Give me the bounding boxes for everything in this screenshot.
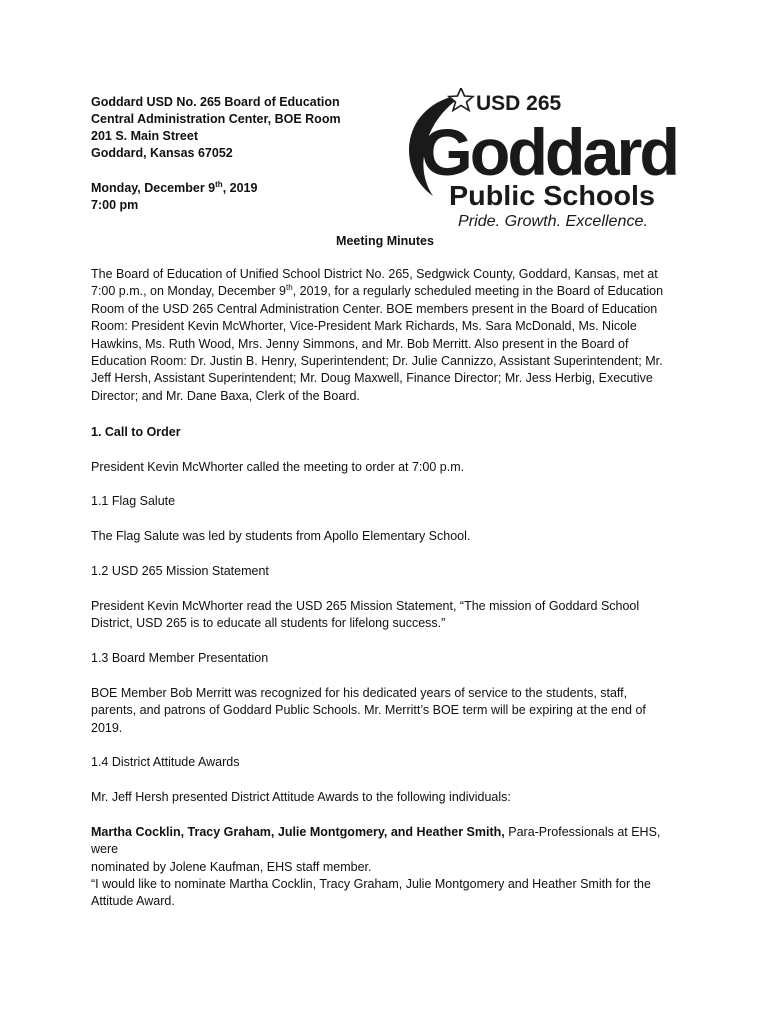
intro-line: The Board of Education of Unified School District No. 265, Sedgwick County, Goddard, Kansas, met at	[91, 267, 658, 281]
intro-line: Hawkins, Ms. Ruth Wood, Mrs. Jenny Simmons, and Mr. Bob Merritt. Also present in the Board of	[91, 336, 629, 351]
date-ordinal: th	[215, 180, 223, 189]
header-line: Central Administration Center, BOE Room	[91, 112, 341, 126]
paragraph-line: District, USD 265 is to educate all students for lifelong success.”	[91, 616, 446, 631]
nominees-paragraph	[91, 824, 681, 876]
intro-line: Director; and Mr. Dane Baxa, Clerk of the Board.	[91, 388, 360, 403]
date-suffix: , 2019	[222, 181, 258, 195]
intro-line	[91, 283, 681, 300]
goddard-public-schools-logo	[405, 88, 690, 233]
meeting-date	[91, 180, 421, 197]
paragraph-line: parents, and patrons of Goddard Public Schools. Mr. Merritt’s BOE term will be expiring at the end of	[91, 703, 646, 718]
paragraph-line	[91, 824, 681, 859]
paragraph-line: President Kevin McWhorter read the USD 265 Mission Statement, “The mission of Goddard School	[91, 599, 640, 613]
date-prefix: Monday, December 9	[91, 181, 216, 195]
intro-line-end: , 2019, for a regularly scheduled meeting in the Board of Education	[292, 284, 664, 299]
header-line: 201 S. Main Street	[91, 129, 198, 143]
intro-line: Education Room: Dr. Justin B. Henry, Superintendent; Dr. Julie Cannizzo, Assistant Superintendent; Mr.	[91, 354, 663, 369]
section-heading: 1. Call to Order	[91, 425, 181, 439]
meeting-location-block	[91, 94, 421, 162]
paragraph-line: BOE Member Bob Merritt was recognized for his dedicated years of service to the students, staff,	[91, 686, 628, 700]
subsection-heading: 1.3 Board Member Presentation	[91, 651, 269, 665]
intro-line: Room of the USD 265 Central Administration Center. BOE members present in the Board of Education	[91, 301, 658, 316]
paragraph-line: “I would like to nominate Martha Cocklin, Tracy Graham, Julie Montgomery and Heather Smith for the	[91, 877, 651, 891]
paragraph-line: Attitude Award.	[91, 894, 175, 909]
logo-name: Goddard	[421, 115, 677, 189]
subsection-heading: 1.4 District Attitude Awards	[91, 755, 240, 769]
intro-line: Jeff Hersh, Assistant Superintendent; Mr. Doug Maxwell, Finance Director; Mr. Jess Herbig, Executive	[91, 371, 653, 386]
section-text: President Kevin McWhorter called the meeting to order at 7:00 p.m.	[91, 460, 465, 474]
subsection-heading: 1.2 USD 265 Mission Statement	[91, 564, 269, 578]
meeting-time: 7:00 pm	[91, 198, 139, 212]
logo-subtitle: Public Schools	[449, 180, 655, 211]
subsection-text: Mr. Jeff Hersh presented District Attitude Awards to the following individuals:	[91, 790, 511, 804]
header-line: Goddard USD No. 265 Board of Education	[91, 95, 340, 109]
paragraph-line: 2019.	[91, 720, 123, 735]
subsection-text: The Flag Salute was led by students from Apollo Elementary School.	[91, 529, 471, 543]
paragraph-line: nominated by Jolene Kaufman, EHS staff member.	[91, 859, 372, 874]
star-icon	[449, 88, 473, 111]
meeting-date-block	[91, 180, 421, 214]
header-line: Goddard, Kansas 67052	[91, 146, 233, 160]
board-member-paragraph	[91, 685, 681, 737]
intro-paragraph	[91, 266, 681, 405]
nominee-names: Martha Cocklin, Tracy Graham, Julie Montgomery, and Heather Smith,	[91, 825, 505, 839]
nominee-role: Para-Professionals at EHS, were	[91, 825, 661, 857]
nomination-quote	[91, 876, 681, 911]
intro-line-start: 7:00 p.m., on Monday, December 9	[91, 284, 287, 299]
logo-tagline: Pride. Growth. Excellence.	[458, 213, 648, 230]
subsection-heading: 1.1 Flag Salute	[91, 494, 176, 508]
intro-date-ordinal: th	[286, 283, 293, 293]
document-title: Meeting Minutes	[336, 234, 434, 248]
intro-line: Room: President Kevin McWhorter, Vice-President Mark Richards, Ms. Sara McDonald, Ms. Nicole	[91, 319, 637, 334]
logo-district: USD 265	[476, 92, 562, 115]
mission-statement-paragraph	[91, 598, 681, 633]
